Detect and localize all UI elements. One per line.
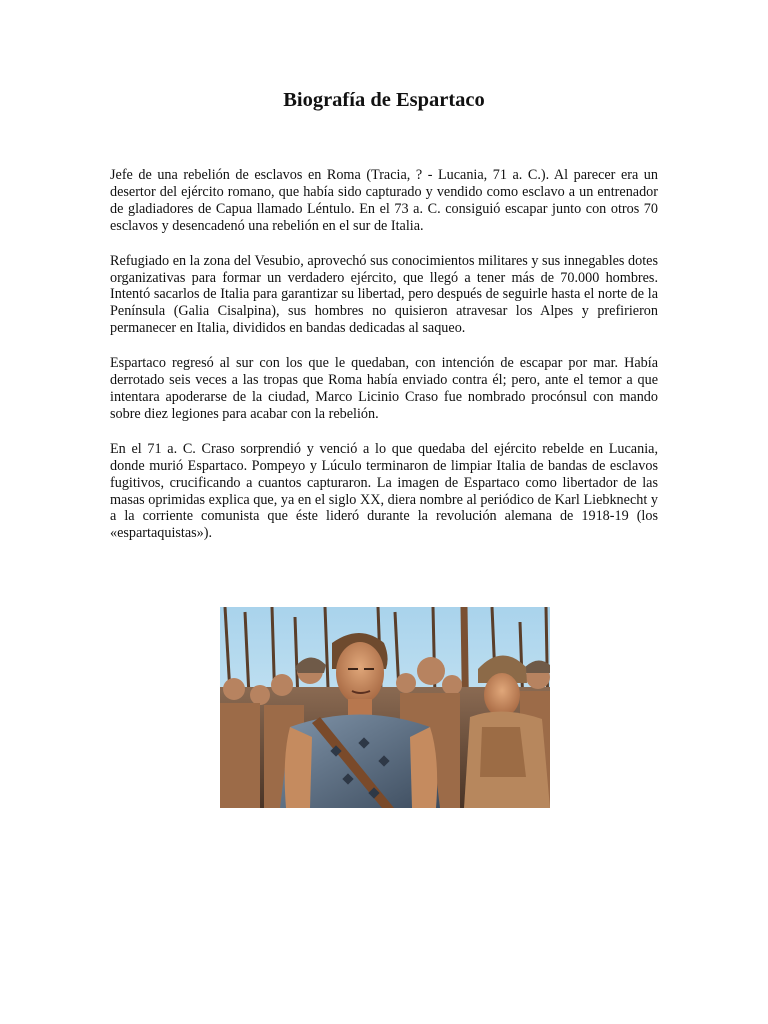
spartacus-film-still [220,607,550,808]
paragraph-4: En el 71 a. C. Craso sorprendió y venció a lo que quedaba del ejército rebelde en Lucania, donde murió Espartaco. Pompeyo y Lúculo terminaron de limpiar Italia de bandas de esclavos fugitivos, crucificando a cuantos capturaron. La imagen de Espartaco como libertador de las masas oprimidas explica que, ya en el siglo XX, diera nombre al periódico de Karl Liebknecht y a la corriente comunista que éste lideró durante la revolución alemana de 1918-19 (los «espartaquistas»). [110,440,658,542]
paragraph-2: Refugiado en la zona del Vesubio, aprovechó sus conocimientos militares y sus innegables dotes organizativas para formar un verdadero ejército, que llegó a tener más de 70.000 hombres. Intentó sacarlos de Italia para garantizar su libertad, pero después de seguirle hasta el norte de la Península (Galia Cisalpina), sus hombres no quisieron atravesar los Alpes y prefirieron permanecer en Italia, divididos en bandas dedicadas al saqueo. [110,252,658,337]
paragraph-1: Jefe de una rebelión de esclavos en Roma (Tracia, ? - Lucania, 71 a. C.). Al parecer era un desertor del ejército romano, que había sido capturado y vendido como esclavo a un entrenador de gladiadores de Capua llamado Léntulo. En el 73 a. C. consiguió escapar junto con otros 70 esclavos y desencadenó una rebelión en el sur de Italia. [110,167,658,234]
paragraph-3: Espartaco regresó al sur con los que le quedaban, con intención de escapar por mar. Había derrotado seis veces a las tropas que Roma había enviado contra él; pero, ante el temor a que intentara apoderarse de la ciudad, Marco Licinio Craso fue nombrado procónsul con mando sobre diez legiones para acabar con la rebelión. [110,355,658,422]
page-title: Biografía de Espartaco [283,89,485,111]
document-body [110,167,658,560]
